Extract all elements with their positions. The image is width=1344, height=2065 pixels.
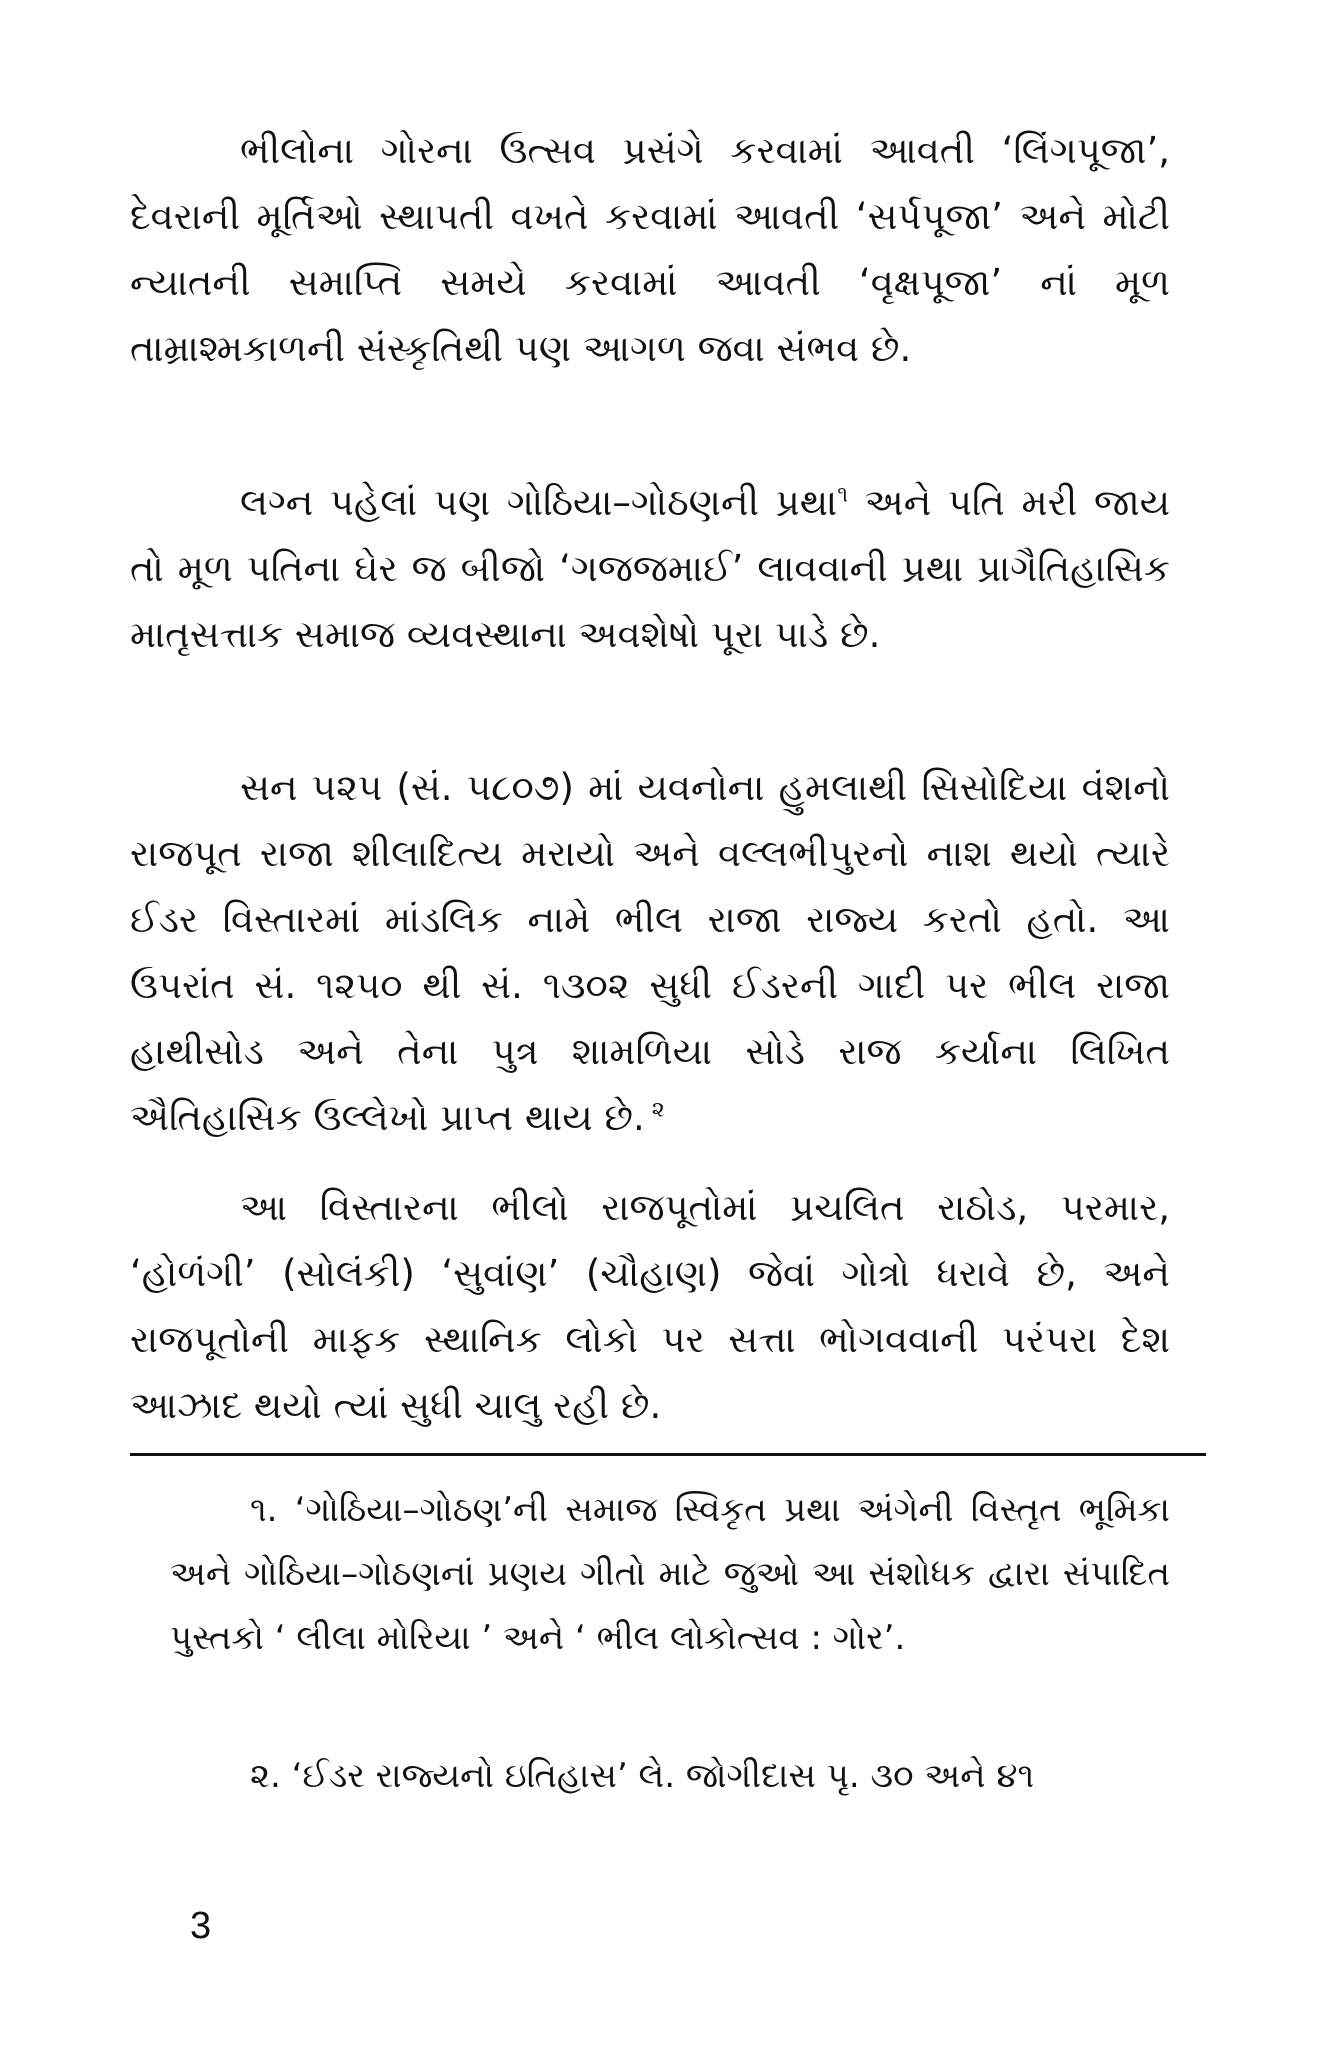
- footnote-ref-2: ૨: [644, 1097, 665, 1123]
- paragraph-marriage-text-start: લગ્ન પહેલાં પણ ગોઠિયા–ગોઠણની પ્રથા: [240, 481, 838, 524]
- paragraph-history-text: સન ૫૨૫ (સં. ૫૮૦૭) માં યવનોના હુમલાથી સિસોદિયા વંશનો રાજપૂત રાજા શીલાદિત્ય મરાયો અને વલ્લભીપુરનો નાશ થયો ત્યારે ઈડર વિસ્તારમાં માંડલિક નામે ભીલ રાજા રાજ્ય કરતો હતો. આ ઉપરાંત સં. ૧૨૫૦ થી સં. ૧૩૦૨ સુધી ઈડરની ગાદી પર ભીલ રાજા હાથીસોડ અને તેના પુત્ર શામળિયા સોડે રાજ કર્યાના લિખિત ઐતિહાસિક ઉલ્લેખો પ્રાપ્ત થાય છે.: [130, 766, 1170, 1139]
- paragraph-ritual-worship: ભીલોના ગોરના ઉત્સવ પ્રસંગે કરવામાં આવતી ‘લિંગપૂજા’, દેવરાની મૂર્તિઓ સ્થાપતી વખતે કરવામાં આવતી ‘સર્પપૂજા’ અને મોટી ન્યાતની સમાપ્તિ સમયે કરવામાં આવતી ‘વૃક્ષપૂજા’ નાં મૂળ તામ્રાશ્મકાળની સંસ્કૃતિથી પણ આગળ જવા સંભવ છે.: [130, 129, 1170, 370]
- footnote-ref-1: ૧: [837, 482, 848, 508]
- paragraph-clans: આ વિસ્તારના ભીલો રાજપૂતોમાં પ્રચલિત રાઠોડ, પરમાર, ‘હોળંગી’ (સોલંકી) ‘સુવાંણ’ (ચૌહાણ) જેવાં ગોત્રો ધરાવે છે, અને રાજપૂતોની માફક સ્થાનિક લોકો પર સત્તા ભોગવવાની પરંપરા દેશ આઝાદ થયો ત્યાં સુધી ચાલુ રહી છે.: [130, 1186, 1170, 1427]
- footnote-divider: [130, 1453, 1206, 1456]
- footnote-2: ૨. ‘ઈડર રાજ્યનો ઇતિહાસ’ લે. જોગીદાસ પૃ. ૩૦ અને ૪૧: [250, 1756, 1035, 1796]
- footnote-1: ૧. ‘ગોઠિયા–ગોઠણ’ની સમાજ સ્વિકૃત પ્રથા અંગેની વિસ્તૃત ભૂમિકા અને ગોઠિયા–ગોઠણનાં પ્રણય ગીતો માટે જુઓ આ સંશોધક દ્વારા સંપાદિત પુસ્તકો ‘ લીલા મોરિયા ’ અને ‘ ભીલ લોકોત્સવ : ગોર’.: [170, 1490, 1170, 1658]
- paragraph-marriage-customs: [130, 470, 1170, 668]
- paragraph-marriage-text-end: અને પતિ મરી જાય તો મૂળ પતિના ઘેર જ બીજો ‘ગજજમાઈ’ લાવવાની પ્રથા પ્રાગૈતિહાસિક માતૃસત્તાક સમાજ વ્યવસ્થાના અવશેષો પૂરા પાડે છે.: [130, 481, 1171, 656]
- paragraph-bhil-kings-history: [130, 755, 1170, 1151]
- page-number: 3: [190, 1905, 212, 1947]
